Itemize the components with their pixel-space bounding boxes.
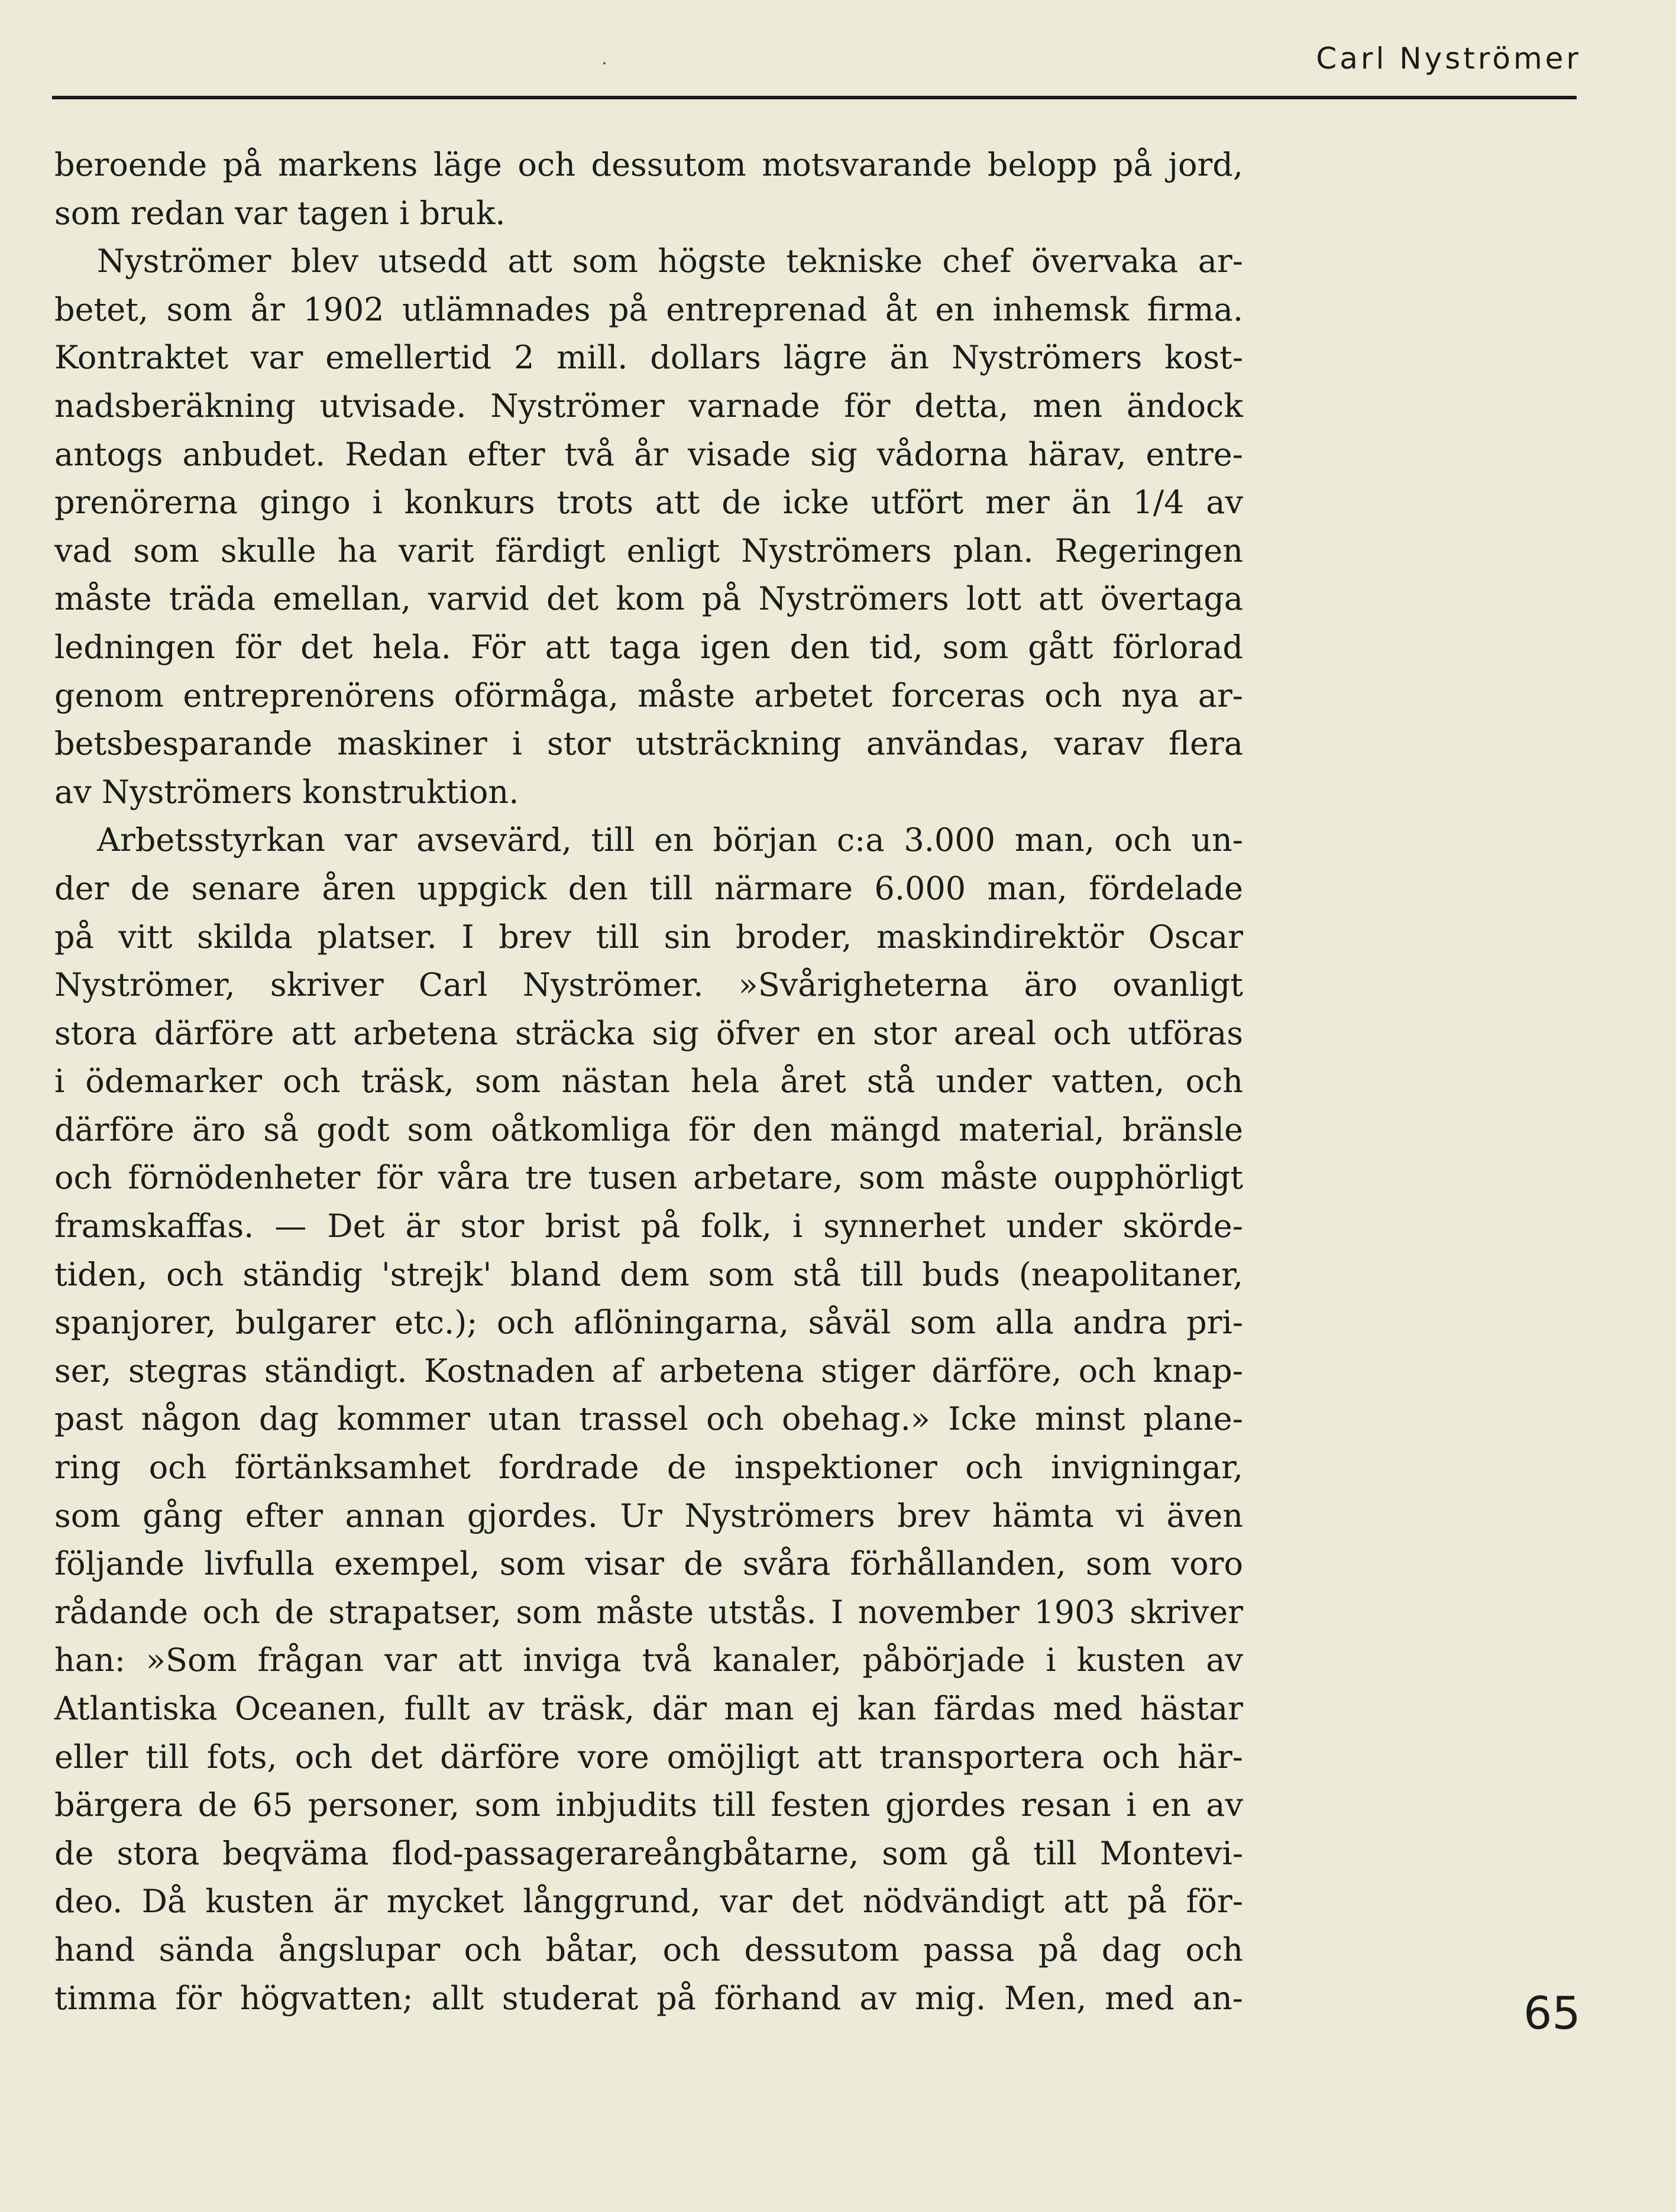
text-line: ledningen för det hela. För att taga igen den tid, som gått förlorad <box>54 628 1243 666</box>
text-line: prenörerna gingo i konkurs trots att de icke utfört mer än 1/4 av <box>54 484 1243 522</box>
text-line: eller till fots, och det därföre vore omöjligt att transportera och här- <box>54 1738 1243 1776</box>
text-line: följande livfulla exempel, som visar de svåra förhållanden, som voro <box>54 1545 1243 1583</box>
text-line: Nyströmer blev utsedd att som högste tekniske chef övervaka ar- <box>97 242 1243 280</box>
text-line: past någon dag kommer utan trassel och obehag.» Icke minst plane- <box>54 1400 1243 1438</box>
text-line: deo. Då kusten är mycket långgrund, var det nödvändigt att på för- <box>54 1883 1243 1920</box>
text-line: och förnödenheter för våra tre tusen arbetare, som måste oupphörligt <box>54 1159 1243 1197</box>
header-rule <box>52 96 1577 99</box>
text-line: som gång efter annan gjordes. Ur Nyströmers brev hämta vi även <box>54 1497 1243 1534</box>
text-line: antogs anbudet. Redan efter två år visade sig vådorna härav, entre- <box>54 435 1243 473</box>
text-line: hand sända ångslupar och båtar, och dessutom passa på dag och <box>54 1931 1243 1968</box>
text-line: timma för högvatten; allt studerat på förhand av mig. Men, med an- <box>54 1979 1243 2017</box>
text-line: Kontraktet var emellertid 2 mill. dollars lägre än Nyströmers kost- <box>54 339 1243 377</box>
text-line: stora därföre att arbetena sträcka sig öfver en stor areal och utföras <box>54 1014 1243 1052</box>
text-line: betsbesparande maskiner i stor utsträckning användas, varav flera <box>54 725 1243 763</box>
text-line: rådande och de strapatser, som måste utstås. I november 1903 skriver <box>54 1593 1243 1631</box>
text-line: spanjorer, bulgarer etc.); och aflöningarna, såväl som alla andra pri- <box>54 1304 1243 1342</box>
text-line: Atlantiska Oceanen, fullt av träsk, där man ej kan färdas med hästar <box>54 1690 1243 1727</box>
text-line: framskaffas. — Det är stor brist på folk, i synnerhet under skörde- <box>54 1207 1243 1245</box>
text-line: i ödemarker och träsk, som nästan hela året stå under vatten, och <box>54 1063 1243 1100</box>
text-line: på vitt skilda platser. I brev till sin broder, maskindirektör Oscar <box>54 918 1243 956</box>
text-line: beroende på markens läge och dessutom motsvarande belopp på jord, <box>54 146 1243 183</box>
page-number: 65 <box>1523 1987 1581 2039</box>
text-line: bärgera de 65 personer, som inbjudits till festen gjordes resan i en av <box>54 1786 1243 1824</box>
text-line: därföre äro så godt som oåtkomliga för den mängd material, bränsle <box>54 1110 1243 1148</box>
text-line: Arbetsstyrkan var avsevärd, till en början c:a 3.000 man, och un- <box>97 821 1243 859</box>
text-line: de stora beqväma flod-passagerareångbåtarne, som gå till Montevi- <box>54 1834 1243 1872</box>
text-line: som redan var tagen i bruk. <box>54 194 506 232</box>
running-head: Carl Nyströmer <box>1316 41 1581 76</box>
text-line: Nyströmer, skriver Carl Nyströmer. »Svårigheterna äro ovanligt <box>54 966 1243 1004</box>
text-line: han: »Som frågan var att inviga två kanaler, påbörjade i kusten av <box>54 1641 1243 1679</box>
text-line: betet, som år 1902 utlämnades på entreprenad åt en inhemsk firma. <box>54 290 1243 328</box>
text-line: der de senare åren uppgick den till närmare 6.000 man, fördelade <box>54 869 1243 907</box>
text-line: måste träda emellan, varvid det kom på Nyströmers lott att övertaga <box>54 580 1243 618</box>
body-text <box>54 141 1243 2022</box>
text-line: genom entreprenörens oförmåga, måste arbetet forceras och nya ar- <box>54 676 1243 714</box>
print-speck <box>603 62 606 64</box>
text-line: tiden, och ständig 'strejk' bland dem som stå till buds (neapolitaner, <box>54 1255 1243 1293</box>
text-line: ser, stegras ständigt. Kostnaden af arbetena stiger därföre, och knap- <box>54 1352 1243 1390</box>
text-line: av Nyströmers konstruktion. <box>54 773 519 811</box>
text-line: ring och förtänksamhet fordrade de inspektioner och invigningar, <box>54 1449 1243 1486</box>
text-line: nadsberäkning utvisade. Nyströmer varnade för detta, men ändock <box>54 387 1243 425</box>
text-line: vad som skulle ha varit färdigt enligt Nyströmers plan. Regeringen <box>54 532 1243 569</box>
